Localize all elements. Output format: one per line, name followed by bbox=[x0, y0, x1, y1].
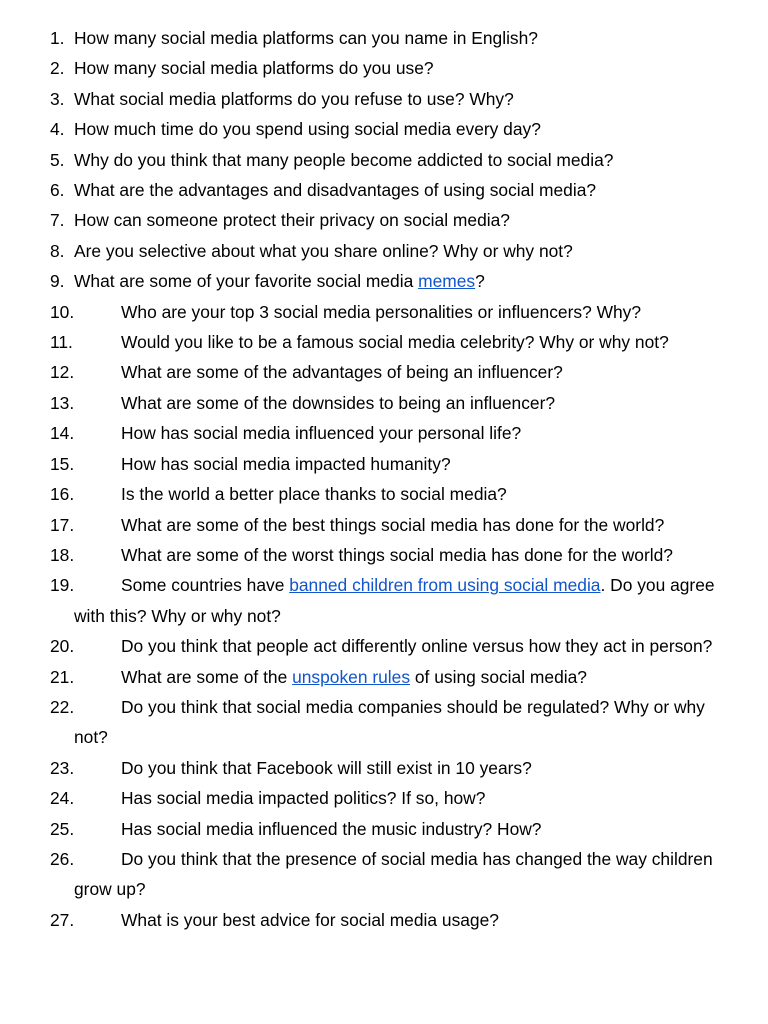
list-item bbox=[0, 662, 768, 692]
item-text: Do you think that social media companies should be regulated? Why or why not? bbox=[74, 696, 705, 748]
item-number: 7. bbox=[50, 210, 65, 231]
list-item bbox=[0, 236, 768, 266]
item-number: 8. bbox=[50, 240, 65, 261]
item-text-before: What are some of the bbox=[121, 666, 293, 687]
list-item bbox=[0, 753, 768, 783]
list-item bbox=[0, 570, 768, 631]
item-number: 17. bbox=[50, 514, 75, 535]
item-text: Is the world a better place thanks to social media? bbox=[121, 484, 507, 505]
item-number: 14. bbox=[50, 423, 75, 444]
item-text: Do you think that the presence of social media has changed the way children grow up? bbox=[74, 848, 713, 900]
item-text-after: of using social media? bbox=[410, 666, 587, 687]
item-text: What are some of the advantages of being an influencer? bbox=[121, 362, 563, 383]
list-item bbox=[0, 479, 768, 509]
item-text bbox=[74, 662, 728, 692]
item-text: How much time do you spend using social media every day? bbox=[74, 119, 541, 140]
document-page bbox=[0, 23, 768, 935]
item-number: 21. bbox=[50, 666, 75, 687]
list-item bbox=[0, 205, 768, 235]
item-number: 27. bbox=[50, 909, 75, 930]
list-item bbox=[0, 357, 768, 387]
item-text: What are the advantages and disadvantages of using social media? bbox=[74, 180, 597, 201]
item-text: How many social media platforms do you use? bbox=[74, 58, 434, 79]
item-number: 4. bbox=[50, 119, 65, 140]
item-number: 5. bbox=[50, 149, 65, 170]
item-text: Do you think that people act differently online versus how they act in person? bbox=[121, 636, 713, 657]
item-text: Has social media influenced the music industry? How? bbox=[121, 818, 542, 839]
item-text bbox=[74, 266, 728, 296]
item-number: 20. bbox=[50, 636, 75, 657]
item-text: What are some of the worst things social media has done for the world? bbox=[121, 544, 673, 565]
item-text: How has social media influenced your personal life? bbox=[121, 423, 522, 444]
item-number: 2. bbox=[50, 58, 65, 79]
list-item bbox=[0, 175, 768, 205]
item-number: 6. bbox=[50, 180, 65, 201]
item-number: 18. bbox=[50, 544, 75, 565]
item-text: Has social media impacted politics? If so, how? bbox=[121, 788, 486, 809]
item-number: 9. bbox=[50, 271, 65, 292]
list-item bbox=[0, 631, 768, 661]
list-item bbox=[0, 814, 768, 844]
item-text: Who are your top 3 social media personalities or influencers? Why? bbox=[121, 301, 642, 322]
item-text-after: . Do you agree with this? Why or why not? bbox=[74, 575, 715, 626]
list-item bbox=[0, 84, 768, 114]
item-text: How many social media platforms can you name in English? bbox=[74, 28, 538, 48]
list-item bbox=[0, 266, 768, 296]
list-item bbox=[0, 844, 768, 905]
list-item bbox=[0, 692, 768, 753]
item-number: 11. bbox=[50, 332, 73, 353]
list-item bbox=[0, 388, 768, 418]
item-number: 15. bbox=[50, 453, 75, 474]
banned-children-link[interactable]: banned children from using social media bbox=[289, 575, 601, 596]
item-number: 23. bbox=[50, 757, 75, 778]
item-text: What social media platforms do you refuse to use? Why? bbox=[74, 88, 514, 109]
item-text: What are some of the downsides to being an influencer? bbox=[121, 392, 556, 413]
item-text: How has social media impacted humanity? bbox=[121, 453, 451, 474]
item-text-before: What are some of your favorite social media bbox=[74, 271, 419, 292]
list-item bbox=[0, 905, 768, 935]
list-item bbox=[0, 449, 768, 479]
item-text: How can someone protect their privacy on social media? bbox=[74, 210, 510, 231]
item-number: 26. bbox=[50, 848, 75, 869]
item-number: 1. bbox=[50, 28, 65, 48]
item-text: Why do you think that many people become addicted to social media? bbox=[74, 149, 614, 170]
item-number: 13. bbox=[50, 392, 75, 413]
item-number: 16. bbox=[50, 484, 75, 505]
item-text: What are some of the best things social media has done for the world? bbox=[121, 514, 665, 535]
item-number: 10. bbox=[50, 301, 75, 322]
item-number: 19. bbox=[50, 575, 75, 596]
list-item bbox=[0, 114, 768, 144]
item-text: Do you think that Facebook will still exist in 10 years? bbox=[121, 757, 532, 778]
list-item bbox=[0, 145, 768, 175]
item-number: 24. bbox=[50, 788, 75, 809]
list-item bbox=[0, 540, 768, 570]
list-item bbox=[0, 510, 768, 540]
memes-link[interactable]: memes bbox=[418, 271, 476, 292]
list-item bbox=[0, 327, 768, 357]
item-number: 3. bbox=[50, 88, 65, 109]
item-number: 22. bbox=[50, 696, 75, 717]
list-item bbox=[0, 418, 768, 448]
list-item bbox=[0, 783, 768, 813]
unspoken-rules-link[interactable]: unspoken rules bbox=[292, 666, 411, 687]
list-item bbox=[0, 23, 768, 53]
item-text: What is your best advice for social media usage? bbox=[121, 909, 499, 930]
item-number: 12. bbox=[50, 362, 75, 383]
question-list bbox=[0, 23, 768, 935]
list-item bbox=[0, 297, 768, 327]
item-text-before: Some countries have bbox=[121, 575, 290, 596]
item-text bbox=[74, 570, 728, 631]
item-text: Would you like to be a famous social media celebrity? Why or why not? bbox=[121, 332, 669, 353]
item-number: 25. bbox=[50, 818, 75, 839]
list-item bbox=[0, 53, 768, 83]
item-text-after: ? bbox=[475, 271, 485, 292]
item-text: Are you selective about what you share online? Why or why not? bbox=[74, 240, 573, 261]
